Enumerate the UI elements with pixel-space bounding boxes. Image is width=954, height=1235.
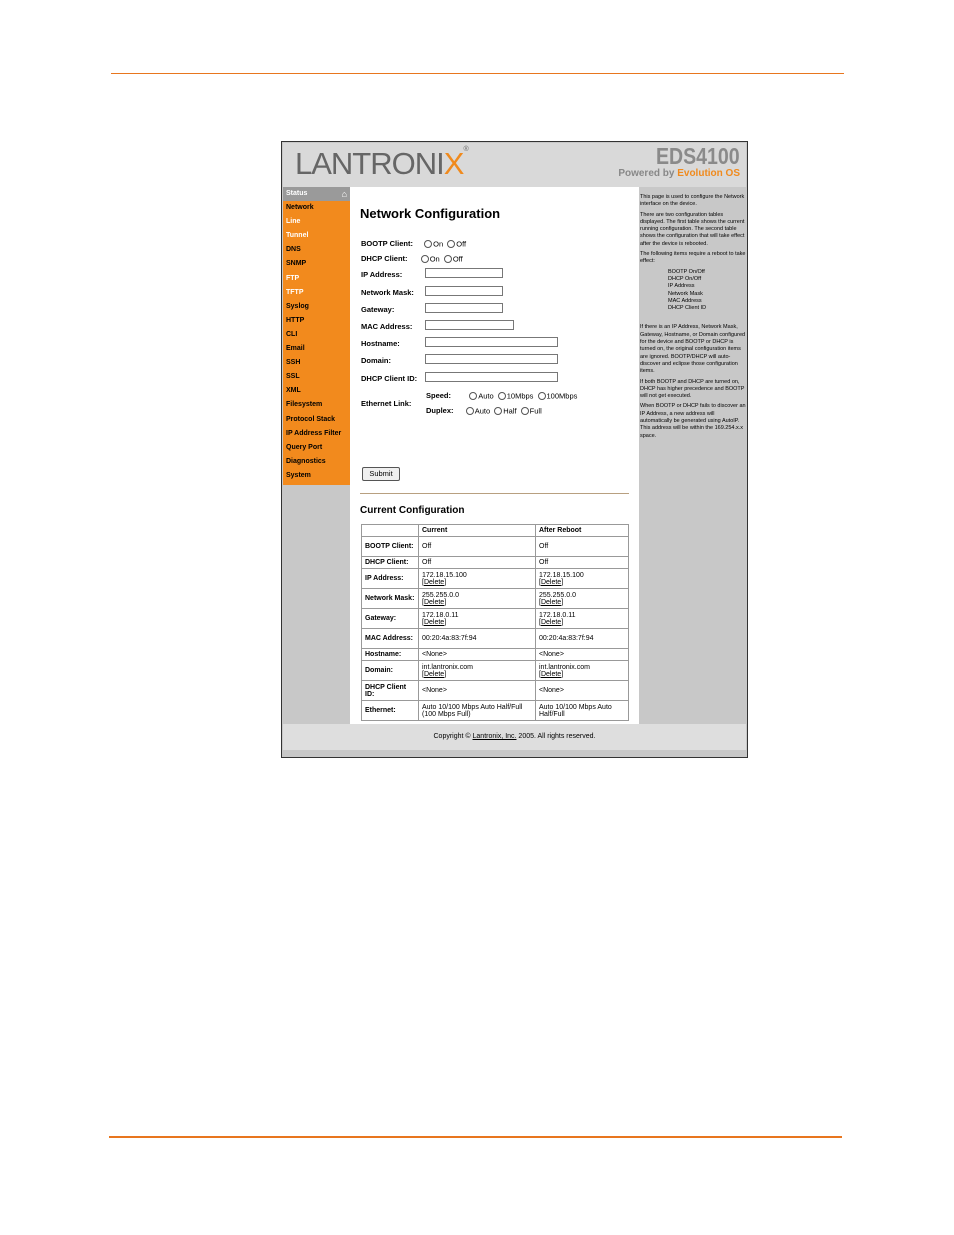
main-content — [350, 187, 639, 724]
mac-address-label: MAC Address: — [361, 322, 413, 331]
row-label: MAC Address: — [362, 629, 419, 649]
current-value-cell — [419, 681, 536, 701]
after-reboot-value-cell — [536, 701, 629, 721]
reboot-item: BOOTP On/Off — [668, 268, 705, 275]
after-reboot-value-cell: 255.255.0.0 [Delete] — [536, 589, 629, 609]
sidebar-item-protocol-stack[interactable]: Protocol Stack — [286, 415, 336, 423]
cell-value: 172.18.0.11 — [539, 611, 576, 619]
gateway-label: Gateway: — [361, 305, 395, 314]
delete-link[interactable]: Delete — [540, 670, 562, 678]
cell-value: 255.255.0.0 — [422, 591, 459, 599]
cell-value: <None> — [539, 651, 564, 658]
page-rule-bottom — [109, 1136, 842, 1138]
sidebar-item-filesystem[interactable]: Filesystem — [286, 401, 323, 409]
sidebar-item-ip-address-filter[interactable]: IP Address Filter — [286, 429, 342, 437]
header-current: Current — [419, 525, 536, 537]
table-row — [362, 537, 629, 557]
bootp-off-radio[interactable] — [447, 240, 455, 248]
reboot-item: Network Mask — [668, 290, 703, 297]
current-value-cell — [419, 629, 536, 649]
sidebar-item-status[interactable]: Status ⌂ — [283, 187, 350, 201]
duplex-auto-radio[interactable] — [466, 407, 474, 415]
sidebar-item-http[interactable]: HTTP — [286, 316, 305, 324]
cell-value: 255.255.0.0 — [539, 591, 576, 599]
cell-value: <None> — [422, 687, 447, 694]
reboot-items-list — [640, 269, 748, 313]
gateway-input[interactable] — [425, 303, 503, 313]
duplex-full-radio[interactable] — [521, 407, 529, 415]
header-blank — [362, 525, 419, 537]
delete-link[interactable]: Delete — [423, 670, 445, 678]
sidebar-item-email[interactable]: Email — [286, 345, 305, 353]
row-label: Gateway: — [362, 609, 419, 629]
footer: Copyright © Lantronix, Inc. 2005. All rights reserved. — [283, 724, 746, 750]
row-label: BOOTP Client: — [362, 537, 419, 557]
submit-button[interactable]: Submit — [362, 467, 400, 481]
hostname-input[interactable] — [425, 337, 558, 347]
help-text: The following items require a reboot to take effect: — [640, 251, 746, 265]
reboot-item: DHCP Client ID — [668, 305, 707, 312]
sidebar-item-system[interactable]: System — [286, 471, 311, 479]
duplex-half-radio[interactable] — [494, 407, 502, 415]
dhcp-client-id-label: DHCP Client ID: — [361, 374, 418, 383]
row-label: IP Address: — [362, 569, 419, 589]
delete-link[interactable]: Delete — [540, 618, 562, 626]
table-row — [362, 701, 629, 721]
lantronix-logo: LANTRONIX® — [295, 146, 468, 181]
after-reboot-value-cell: 172.18.0.11 [Delete] — [536, 609, 629, 629]
sidebar-item-line[interactable]: Line — [286, 218, 301, 226]
sidebar-nav — [283, 187, 350, 485]
sidebar-item-network[interactable]: Network — [286, 204, 314, 212]
cell-value: <None> — [422, 651, 447, 658]
cell-value: Off — [422, 543, 432, 550]
speed-100mbps-radio[interactable] — [538, 392, 546, 400]
sidebar-item-snmp[interactable]: SNMP — [286, 260, 307, 268]
help-text: If there is an IP Address, Network Mask, Gateway, Hostname, or Domain configured for the device and BOOTP or DHCP is turned on, the original configuration items are ignored. BOOTP/DHCP will auto-discover and eclipse those configuration items. — [640, 324, 746, 375]
header — [283, 143, 746, 187]
cell-value: 172.18.0.11 — [422, 611, 459, 619]
row-label: Domain: — [362, 661, 419, 681]
row-label: Ethernet: — [362, 701, 419, 721]
after-reboot-value-cell — [536, 557, 629, 569]
reboot-item: MAC Address — [668, 297, 702, 304]
speed-auto-radio[interactable] — [469, 392, 477, 400]
current-value-cell: int.lantronix.com [Delete] — [419, 661, 536, 681]
speed-row: Speed: Auto 10Mbps 100Mbps — [426, 391, 578, 401]
speed-10mbps-radio[interactable] — [498, 392, 506, 400]
ip-address-label: IP Address: — [361, 270, 403, 279]
sidebar-item-cli[interactable]: CLI — [286, 330, 298, 338]
after-reboot-value-cell — [536, 629, 629, 649]
delete-link[interactable]: Delete — [423, 598, 445, 606]
current-value-cell — [419, 557, 536, 569]
table-row — [362, 681, 629, 701]
model-name: EDS4100 — [656, 143, 740, 169]
current-config-table — [361, 524, 629, 721]
current-value-cell — [419, 701, 536, 721]
cell-value: Off — [539, 543, 549, 550]
table-row — [362, 609, 629, 629]
cell-value: <None> — [539, 687, 564, 694]
current-config-title: Current Configuration — [360, 505, 465, 516]
cell-value: 00:20:4a:83:7f:94 — [539, 635, 594, 642]
current-value-cell: 172.18.15.100 [Delete] — [419, 569, 536, 589]
delete-link[interactable]: Delete — [423, 578, 445, 586]
sidebar-item-ftp[interactable]: FTP — [286, 274, 300, 282]
hostname-label: Hostname: — [361, 339, 400, 348]
reboot-item: DHCP On/Off — [668, 275, 702, 282]
table-row — [362, 661, 629, 681]
sidebar-item-query-port[interactable]: Query Port — [286, 443, 323, 451]
table-row — [362, 569, 629, 589]
cell-value: int.lantronix.com — [539, 663, 590, 671]
current-value-cell — [419, 649, 536, 661]
product-badge — [618, 144, 740, 179]
section-divider — [360, 493, 629, 494]
after-reboot-value-cell: 172.18.15.100 [Delete] — [536, 569, 629, 589]
row-label: Network Mask: — [362, 589, 419, 609]
home-icon[interactable]: ⌂ — [341, 189, 347, 199]
network-mask-input[interactable] — [425, 286, 503, 296]
sidebar-item-diagnostics[interactable]: Diagnostics — [286, 457, 326, 465]
row-label: Hostname: — [362, 649, 419, 661]
bootp-on-radio[interactable] — [424, 240, 432, 248]
cell-value: 172.18.15.100 — [422, 571, 467, 579]
dhcp-client-id-input[interactable] — [425, 372, 558, 382]
table-row — [362, 629, 629, 649]
table-row — [362, 557, 629, 569]
duplex-row: Duplex: Auto Half Full — [426, 406, 542, 416]
sidebar-item-xml[interactable]: XML — [286, 387, 301, 395]
sidebar-item-tftp[interactable]: TFTP — [286, 288, 304, 296]
network-mask-label: Network Mask: — [361, 288, 414, 297]
screenshot-frame — [281, 141, 748, 758]
mac-address-input[interactable] — [425, 320, 514, 330]
cell-value: 172.18.15.100 — [539, 571, 584, 579]
sidebar-item-ssh[interactable]: SSH — [286, 359, 301, 367]
ethernet-link-label: Ethernet Link: — [361, 399, 412, 408]
delete-link[interactable]: Delete — [423, 618, 445, 626]
reboot-item: IP Address — [668, 283, 695, 290]
help-text: When BOOTP or DHCP fails to discover an IP Address, a new address will automatically be generated using AutoIP. This address will be within the 169.254.x.x space. — [640, 403, 746, 439]
cell-value: 00:20:4a:83:7f:94 — [422, 635, 477, 642]
sidebar-item-ssl[interactable]: SSL — [286, 373, 300, 381]
page-rule-top — [111, 73, 844, 74]
help-text: This page is used to configure the Network interface on the device. — [640, 194, 745, 208]
cell-value: Off — [422, 559, 432, 566]
help-panel — [640, 194, 748, 443]
dhcp-on-radio[interactable] — [421, 255, 429, 263]
row-label: DHCP Client: — [362, 557, 419, 569]
dhcp-off-radio[interactable] — [444, 255, 452, 263]
current-value-cell: 255.255.0.0 [Delete] — [419, 589, 536, 609]
ip-address-input[interactable] — [425, 268, 503, 278]
cell-value: Off — [539, 559, 549, 566]
after-reboot-value-cell — [536, 649, 629, 661]
delete-link[interactable]: Delete — [540, 598, 562, 606]
lantronix-link[interactable]: Lantronix, Inc. — [472, 733, 517, 740]
after-reboot-value-cell — [536, 681, 629, 701]
cell-value: Auto 10/100 Mbps Auto Half/Full (100 Mbps Full) — [422, 703, 523, 718]
current-value-cell — [419, 537, 536, 557]
table-row — [362, 649, 629, 661]
help-text: If both BOOTP and DHCP are turned on, DHCP has higher precedence and BOOTP will not get executed. — [640, 378, 745, 400]
after-reboot-value-cell — [536, 537, 629, 557]
cell-value: Auto 10/100 Mbps Auto Half/Full — [539, 703, 612, 718]
sidebar-item-syslog[interactable]: Syslog — [286, 302, 309, 310]
sidebar-item-tunnel[interactable]: Tunnel — [286, 232, 309, 240]
page-title: Network Configuration — [360, 206, 501, 221]
table-header-row — [362, 525, 629, 537]
powered-by: Powered by Evolution OS — [618, 168, 740, 179]
after-reboot-value-cell: int.lantronix.com [Delete] — [536, 661, 629, 681]
domain-input[interactable] — [425, 354, 558, 364]
sidebar-item-dns[interactable]: DNS — [286, 246, 301, 254]
table-row — [362, 589, 629, 609]
row-label: DHCP Client ID: — [362, 681, 419, 701]
bootp-client-row: BOOTP Client: On Off — [361, 239, 467, 249]
domain-label: Domain: — [361, 356, 391, 365]
help-text: There are two configuration tables displayed. The first table shows the current running configuration. The second table shows the configuration that will take effect after the device is rebooted. — [640, 211, 745, 247]
header-after-reboot: After Reboot — [536, 525, 629, 537]
current-value-cell: 172.18.0.11 [Delete] — [419, 609, 536, 629]
dhcp-client-row: DHCP Client: On Off — [361, 254, 463, 264]
cell-value: int.lantronix.com — [422, 663, 473, 671]
delete-link[interactable]: Delete — [540, 578, 562, 586]
